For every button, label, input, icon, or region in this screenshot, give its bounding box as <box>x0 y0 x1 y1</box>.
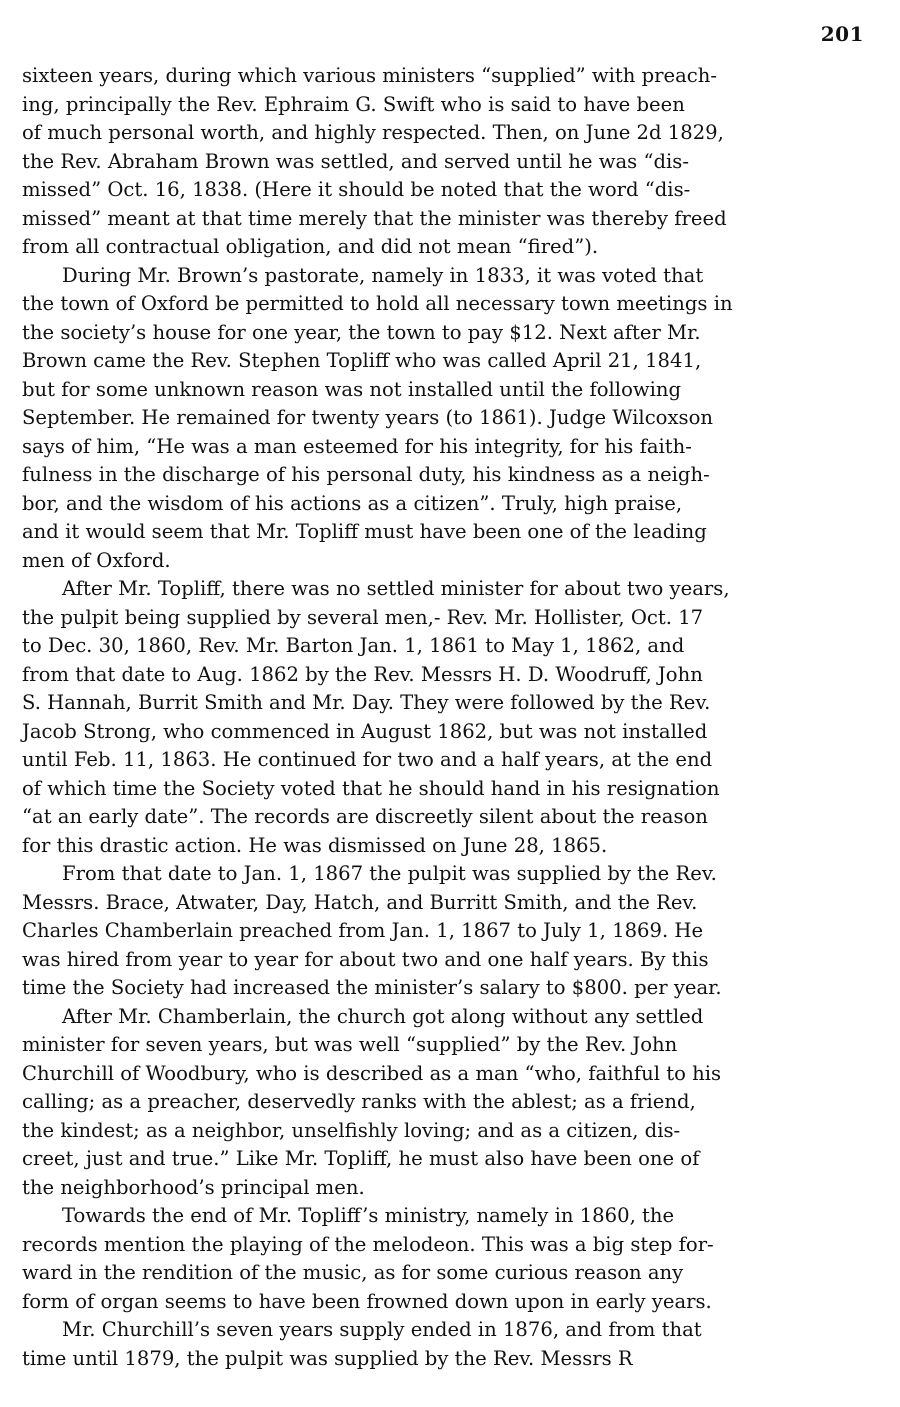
text-line: was hired from year to year for about two and one half years. By this <box>22 947 709 971</box>
text-line: but for some unknown reason was not installed until the following <box>22 377 682 401</box>
text-line: ing, principally the Rev. Ephraim G. Swift who is said to have been <box>22 92 685 116</box>
text-line: After Mr. Topliff, there was no settled minister for about two years, <box>62 577 730 600</box>
text-line: of much personal worth, and highly respected. Then, on June 2d 1829, <box>22 121 724 144</box>
text-line: missed” Oct. 16, 1838. (Here it should be noted that the word “dis- <box>22 178 691 201</box>
text-line: form of organ seems to have been frowned down upon in early years. <box>22 1289 712 1313</box>
text-line: the society’s house for one year, the town to pay $12. Next after Mr. <box>22 320 701 344</box>
text-line: from all contractual obligation, and did not mean “fired”). <box>22 235 599 258</box>
text-line: calling; as a preacher, deservedly ranks with the ablest; as a friend, <box>22 1090 696 1113</box>
text-line: time the Society had increased the minister’s salary to $800. per year. <box>22 976 722 999</box>
body-text <box>22 62 878 1373</box>
text-line: ward in the rendition of the music, as for some curious reason any <box>22 1261 684 1284</box>
text-line: Towards the end of Mr. Topliff’s ministry, namely in 1860, the <box>62 1204 675 1227</box>
text-line: the Rev. Abraham Brown was settled, and served until he was “dis- <box>22 149 689 173</box>
text-line: bor, and the wisdom of his actions as a citizen”. Truly, high praise, <box>22 491 683 515</box>
text-line: of which time the Society voted that he should hand in his resignation <box>22 776 720 800</box>
text-line: Jacob Strong, who commenced in August 1862, but was not installed <box>22 719 708 743</box>
text-line: the neighborhood’s principal men. <box>22 1175 365 1199</box>
text-line: “at an early date”. The records are discreetly silent about the reason <box>22 805 708 828</box>
text-line: says of him, “He was a man esteemed for his integrity, for his faith- <box>22 434 692 458</box>
page-number: 201 <box>820 22 864 46</box>
text-line: the town of Oxford be permitted to hold all necessary town meetings in <box>22 292 733 315</box>
text-line: to Dec. 30, 1860, Rev. Mr. Barton Jan. 1, 1861 to May 1, 1862, and <box>22 634 685 657</box>
text-line: the pulpit being supplied by several men,- Rev. Mr. Hollister, Oct. 17 <box>22 605 704 629</box>
text-line: until Feb. 11, 1863. He continued for two and a half years, at the end <box>22 748 713 771</box>
text-line: After Mr. Chamberlain, the church got along without any settled <box>62 1004 704 1028</box>
text-line: Brown came the Rev. Stephen Topliff who was called April 21, 1841, <box>22 349 702 372</box>
text-line: the kindest; as a neighbor, unselfishly loving; and as a citizen, dis- <box>22 1118 681 1142</box>
text-line: creet, just and true.” Like Mr. Topliff, he must also have been one of <box>22 1147 700 1170</box>
text-line: S. Hannah, Burrit Smith and Mr. Day. They were followed by the Rev. <box>22 691 711 714</box>
text-line: Mr. Churchill’s seven years supply ended in 1876, and from that <box>62 1318 702 1341</box>
text-line: records mention the playing of the melodeon. This was a big step for- <box>22 1232 714 1256</box>
text-line: time until 1879, the pulpit was supplied by the Rev. Messrs R <box>22 1346 633 1370</box>
text-line: for this drastic action. He was dismissed on June 28, 1865. <box>22 833 608 857</box>
text-line: Charles Chamberlain preached from Jan. 1, 1867 to July 1, 1869. He <box>22 919 704 942</box>
text-line: Messrs. Brace, Atwater, Day, Hatch, and Burritt Smith, and the Rev. <box>22 890 698 914</box>
text-line: from that date to Aug. 1862 by the Rev. Messrs H. D. Woodruff, John <box>22 662 703 686</box>
text-line: and it would seem that Mr. Topliff must have been one of the leading <box>22 520 707 543</box>
text-line: September. He remained for twenty years (to 1861). Judge Wilcoxson <box>22 406 713 429</box>
text-line: sixteen years, during which various ministers “supplied” with preach- <box>22 64 718 87</box>
text-line: missed” meant at that time merely that the minister was thereby freed <box>22 206 727 230</box>
text-line: minister for seven years, but was well “supplied” by the Rev. John <box>22 1033 678 1056</box>
text-line: Churchill of Woodbury, who is described as a man “who, faithful to his <box>22 1061 722 1085</box>
text-line: fulness in the discharge of his personal duty, his kindness as a neigh- <box>22 463 710 486</box>
text-line: From that date to Jan. 1, 1867 the pulpit was supplied by the Rev. <box>62 862 717 885</box>
text-line: men of Oxford. <box>22 548 171 572</box>
text-line: During Mr. Brown’s pastorate, namely in 1833, it was voted that <box>62 263 704 287</box>
